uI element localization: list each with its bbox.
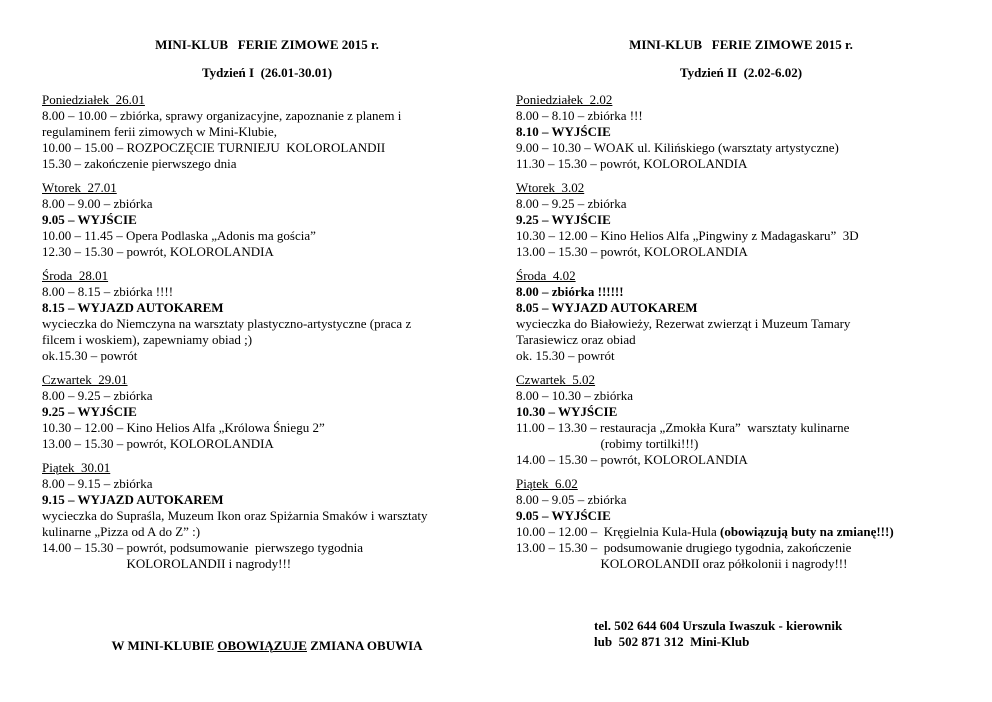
schedule-line-text: 9.05 – WYJŚCIE [42,212,137,227]
schedule-line-text: ok.15.30 – powrót [42,348,138,363]
schedule-line-text: 10.00 – 12.00 – Kręgielnia Kula-Hula [516,524,720,539]
shoe-change-notice [42,638,492,654]
schedule-line [516,508,966,524]
schedule-line [42,300,492,316]
schedule-line-text: regulaminem ferii zimowych w Mini-Klubie, [42,124,278,139]
day-block [516,180,966,260]
schedule-line [516,156,966,172]
schedule-line [42,388,492,404]
schedule-line-text: wycieczka do Supraśla, Muzeum Ikon oraz Spiżarnia Smaków i warsztaty [42,508,428,523]
schedule-line [42,156,492,172]
schedule-line [516,196,966,212]
schedule-line [516,436,966,452]
schedule-line [516,212,966,228]
schedule-line-text: (robimy tortilki!!!) [516,436,699,451]
schedule-line [516,556,966,572]
day-block [42,180,492,260]
schedule-line [516,492,966,508]
day-title: Wtorek 27.01 [42,180,117,195]
schedule-line-text: 9.15 – WYJAZD AUTOKAREM [42,492,224,507]
schedule-line-text: 9.00 – 10.30 – WOAK ul. Kilińskiego (warsztaty artystyczne) [516,140,839,155]
schedule-line-text: KOLOROLANDII oraz półkolonii i nagrody!!! [516,556,848,571]
schedule-line [42,244,492,260]
schedule-line-text: 8.00 – 9.25 – zbiórka [42,388,153,403]
schedule-line-text: Tarasiewicz oraz obiad [516,332,636,347]
schedule-line [516,524,966,540]
schedule-line [516,244,966,260]
schedule-line-text: 13.00 – 15.30 – powrót, KOLOROLANDIA [42,436,274,451]
day-block [42,460,492,572]
notice-text-start: W MINI-KLUBIE [111,638,218,653]
day-block [42,372,492,452]
schedule-line-text: kulinarne „Pizza od A do Z” :) [42,524,201,539]
schedule-line-text: 8.00 – 9.15 – zbiórka [42,476,153,491]
schedule-line-text: 11.30 – 15.30 – powrót, KOLOROLANDIA [516,156,748,171]
schedule-line [516,316,966,332]
schedule-line-text: 8.00 – 9.05 – zbiórka [516,492,627,507]
day-block [42,92,492,172]
schedule-line [516,284,966,300]
schedule-line-text: 10.30 – WYJŚCIE [516,404,618,419]
schedule-line-text: 9.25 – WYJŚCIE [516,212,611,227]
schedule-line-text: 8.15 – WYJAZD AUTOKAREM [42,300,224,315]
schedule-line-text: 11.00 – 13.30 – restauracja „Zmokła Kura” warsztaty kulinarne [516,420,850,435]
schedule-line-text: filcem i woskiem), zapewniamy obiad ;) [42,332,253,347]
schedule-line [42,284,492,300]
week-2-header-title: MINI-KLUB FERIE ZIMOWE 2015 r. [629,37,853,52]
schedule-line-text: 8.00 – 9.25 – zbiórka [516,196,627,211]
schedule-line-text: 8.00 – 9.00 – zbiórka [42,196,153,211]
schedule-line [516,140,966,156]
schedule-line [42,348,492,364]
day-block [516,92,966,172]
schedule-line-text: 10.00 – 11.45 – Opera Podlaska „Adonis ma gościa” [42,228,316,243]
day-block [516,372,966,468]
schedule-line [42,404,492,420]
week-2-date-range: Tydzień II (2.02-6.02) [679,65,803,80]
schedule-line [516,404,966,420]
schedule-line [42,196,492,212]
schedule-line-text: 8.10 – WYJŚCIE [516,124,611,139]
day-title: Piątek 6.02 [516,476,578,491]
day-title: Piątek 30.01 [42,460,111,475]
schedule-line [516,388,966,404]
week-1-schedule [42,92,492,580]
schedule-line-text: 9.05 – WYJŚCIE [516,508,611,523]
schedule-line-text: wycieczka do Niemczyna na warsztaty plastyczno-artystyczne (praca z [42,316,412,331]
schedule-line [42,492,492,508]
schedule-line [516,540,966,556]
schedule-line [516,452,966,468]
schedule-line [42,556,492,572]
schedule-line-text: 10.30 – 12.00 – Kino Helios Alfa „Pingwiny z Madagaskaru” 3D [516,228,859,243]
schedule-line-text: 13.00 – 15.30 – podsumowanie drugiego tygodnia, zakończenie [516,540,852,555]
schedule-line-text: 10.00 – 15.00 – ROZPOCZĘCIE TURNIEJU KOLOROLANDII [42,140,386,155]
schedule-line [42,228,492,244]
schedule-line-text: 13.00 – 15.30 – powrót, KOLOROLANDIA [516,244,748,259]
day-title: Środa 4.02 [516,268,576,283]
schedule-line [42,140,492,156]
day-block [516,268,966,364]
schedule-line [42,332,492,348]
week-1-date-range: Tydzień I (26.01-30.01) [201,65,333,80]
schedule-line [516,300,966,316]
day-title: Wtorek 3.02 [516,180,585,195]
schedule-line [516,228,966,244]
schedule-line [42,124,492,140]
schedule-line-text: 8.00 – zbiórka !!!!!! [516,284,624,299]
schedule-line [42,508,492,524]
schedule-line-text: 8.00 – 10.30 – zbiórka [516,388,633,403]
schedule-line [516,332,966,348]
schedule-line [42,212,492,228]
schedule-line-text: 10.30 – 12.00 – Kino Helios Alfa „Królowa Śniegu 2” [42,420,325,435]
day-title: Poniedziałek 26.01 [42,92,145,107]
week-1-header-title: MINI-KLUB FERIE ZIMOWE 2015 r. [155,37,379,52]
day-title: Środa 28.01 [42,268,109,283]
schedule-line [42,420,492,436]
schedule-line-text: ok. 15.30 – powrót [516,348,615,363]
schedule-line-text: 9.25 – WYJŚCIE [42,404,137,419]
schedule-line [42,108,492,124]
schedule-line [42,316,492,332]
schedule-line [42,476,492,492]
schedule-line [516,108,966,124]
schedule-line-bold-note: (obowiązują buty na zmianę!!!) [719,524,894,539]
day-title: Czwartek 5.02 [516,372,596,387]
day-title: Poniedziałek 2.02 [516,92,613,107]
day-title: Czwartek 29.01 [42,372,128,387]
schedule-line-text: 14.00 – 15.30 – powrót, KOLOROLANDIA [516,452,748,467]
schedule-line [42,540,492,556]
schedule-line-text: 8.00 – 8.15 – zbiórka !!!! [42,284,174,299]
schedule-line [516,124,966,140]
schedule-line-text: 15.30 – zakończenie pierwszego dnia [42,156,237,171]
notice-text-end: ZMIANA OBUWIA [306,638,423,653]
contact-line-manager: tel. 502 644 604 Urszula Iwaszuk - kierownik [594,618,843,633]
schedule-line [516,348,966,364]
schedule-line-text: 8.00 – 10.00 – zbiórka, sprawy organizacyjne, zapoznanie z planem i [42,108,402,123]
schedule-line-text: 12.30 – 15.30 – powrót, KOLOROLANDIA [42,244,274,259]
contact-info [594,618,842,650]
schedule-line [516,420,966,436]
schedule-line [42,436,492,452]
day-block [516,476,966,572]
schedule-line-text: KOLOROLANDII i nagrody!!! [42,556,292,571]
schedule-line-text: 8.05 – WYJAZD AUTOKAREM [516,300,698,315]
week-2-schedule [516,92,966,580]
contact-line-club: lub 502 871 312 Mini-Klub [594,634,750,649]
schedule-line [42,524,492,540]
notice-text-underlined: OBOWIĄZUJE [217,638,307,653]
schedule-line-text: 8.00 – 8.10 – zbiórka !!! [516,108,643,123]
day-block [42,268,492,364]
schedule-line-text: wycieczka do Białowieży, Rezerwat zwierząt i Muzeum Tamary [516,316,851,331]
schedule-line-text: 14.00 – 15.30 – powrót, podsumowanie pierwszego tygodnia [42,540,363,555]
